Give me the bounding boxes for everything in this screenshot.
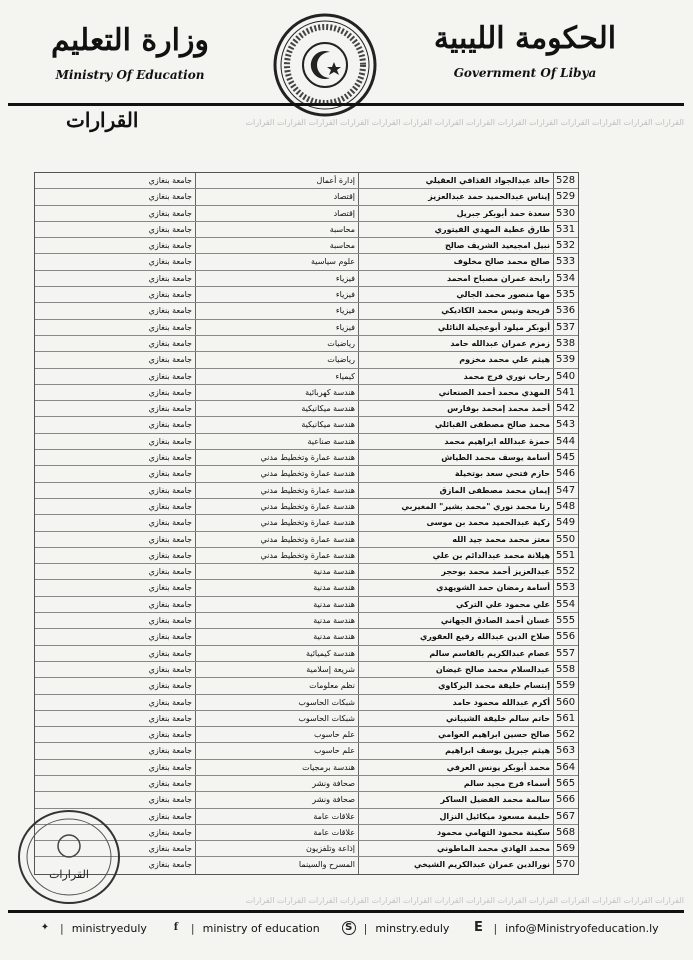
university-cell: جامعة بنغازي: [148, 583, 192, 593]
table-row: [35, 450, 578, 466]
number-cell: 539: [553, 352, 578, 367]
table-row: [35, 727, 578, 743]
department-cell: علاقات عامة: [195, 809, 358, 824]
government-header: [430, 20, 620, 80]
department-cell: هندسة عمارة وتخطيط مدني: [195, 483, 358, 498]
name-cell: عصام عبدالكريم بالقاسم سالم: [358, 646, 553, 661]
skype-icon: S: [342, 921, 356, 935]
number-cell: 554: [553, 597, 578, 612]
number-cell: 529: [553, 189, 578, 204]
table-row: [35, 564, 578, 580]
name-cell: إبتسام خليفة محمد البركاوي: [358, 678, 553, 693]
department-cell: صحافة ونشر: [195, 792, 358, 807]
university-cell: جامعة بنغازي: [148, 453, 192, 463]
footer-watermark: القرارات القرارات القرارات القرارات القرارات القرارات القرارات القرارات القرارات القرارات القرارات القرارات القرارات القرارات: [245, 896, 684, 905]
name-cell: أكرم عبدالله محمود حامد: [358, 695, 553, 710]
number-cell: 566: [553, 792, 578, 807]
table-row: [35, 385, 578, 401]
department-cell: هندسة ميكانيكية: [195, 401, 358, 416]
university-cell: جامعة بنغازي: [148, 469, 192, 479]
number-cell: 553: [553, 580, 578, 595]
table-row: [35, 613, 578, 629]
number-cell: 569: [553, 841, 578, 856]
ministry-stamp-icon: [16, 808, 122, 906]
government-title-en: Government Of Libya: [453, 66, 597, 80]
name-cell: إيناس عبدالحميد حمد عبدالعزيز: [358, 189, 553, 204]
university-cell: جامعة بنغازي: [148, 257, 192, 267]
university-cell: جامعة بنغازي: [148, 338, 192, 348]
number-cell: 543: [553, 417, 578, 432]
number-cell: 550: [553, 532, 578, 547]
department-cell: هندسة كهربائية: [195, 385, 358, 400]
table-row: [35, 222, 578, 238]
department-cell: هندسة صناعية: [195, 434, 358, 449]
footer-separator: |: [493, 921, 498, 935]
department-cell: إقتصاد: [195, 206, 358, 221]
number-cell: 568: [553, 825, 578, 840]
university-cell: جامعة بنغازي: [148, 436, 192, 446]
department-cell: رياضيات: [195, 352, 358, 367]
name-cell: حاتم سالم خليفة الشيباني: [358, 711, 553, 726]
university-cell: جامعة بنغازي: [148, 371, 192, 381]
facebook-handle[interactable]: ministry of education: [202, 921, 320, 935]
university-cell: جامعة بنغازي: [148, 827, 192, 837]
university-cell: جامعة بنغازي: [148, 273, 192, 283]
department-cell: هندسة عمارة وتخطيط مدني: [195, 548, 358, 563]
name-cell: محمد صالح مصطفى القبائلي: [358, 417, 553, 432]
university-cell: جامعة بنغازي: [148, 567, 192, 577]
name-cell: سعدة حمد أبوبكر جبريل: [358, 206, 553, 221]
department-cell: كيمياء: [195, 369, 358, 384]
name-cell: زمزم عمران عبدالله حامد: [358, 336, 553, 351]
skype-handle[interactable]: minstry.eduly: [375, 921, 450, 935]
name-cell: حمزة عبدالله ابراهيم محمد: [358, 434, 553, 449]
name-cell: أبوبكر ميلود أبوعجيلة النائلي: [358, 320, 553, 335]
name-cell: فريحة ونيس محمد الكاديكي: [358, 303, 553, 318]
stamp-label: القرارات: [49, 868, 89, 881]
table-row: [35, 320, 578, 336]
name-cell: هيلانة محمد عبدالدائم بن علي: [358, 548, 553, 563]
name-cell: غسان أحمد الصادق الجهاني: [358, 613, 553, 628]
name-cell: زكية عبدالحميد محمد بن موسى: [358, 515, 553, 530]
name-cell: خالد عبدالجواد القذافي العقيلي: [358, 173, 553, 188]
table-row: [35, 417, 578, 433]
number-cell: 537: [553, 320, 578, 335]
table-row: [35, 548, 578, 564]
table-row: [35, 646, 578, 662]
number-cell: 542: [553, 401, 578, 416]
university-cell: جامعة بنغازي: [148, 664, 192, 674]
department-cell: شبكات الحاسوب: [195, 711, 358, 726]
table-row: [35, 580, 578, 596]
department-cell: هندسة مدنية: [195, 629, 358, 644]
department-cell: هندسة مدنية: [195, 597, 358, 612]
name-cell: محمد الهادي محمد الماطوني: [358, 841, 553, 856]
number-cell: 540: [553, 369, 578, 384]
name-cell: نبيل امجيعيد الشريف صالح: [358, 238, 553, 253]
table-row: [35, 206, 578, 222]
university-cell: جامعة بنغازي: [148, 241, 192, 251]
name-cell: حازم فتحي سعد بوتخيلة: [358, 466, 553, 481]
number-cell: 536: [553, 303, 578, 318]
table-row: [35, 173, 578, 189]
name-cell: علي محمود علي التركي: [358, 597, 553, 612]
name-cell: رابحة عمران مصباح امحمد: [358, 271, 553, 286]
university-cell: جامعة بنغازي: [148, 518, 192, 528]
name-cell: حليمة مسعود ميكائيل النزال: [358, 809, 553, 824]
name-cell: أسماء فرج مجيد سالم: [358, 776, 553, 791]
table-row: [35, 401, 578, 417]
table-row: [35, 792, 578, 808]
university-cell: جامعة بنغازي: [148, 501, 192, 511]
university-cell: جامعة بنغازي: [148, 795, 192, 805]
department-cell: فيزياء: [195, 320, 358, 335]
department-cell: شبكات الحاسوب: [195, 695, 358, 710]
number-cell: 559: [553, 678, 578, 693]
header-divider: [8, 103, 684, 106]
department-cell: فيزياء: [195, 287, 358, 302]
table-row: [35, 352, 578, 368]
university-cell: جامعة بنغازي: [148, 616, 192, 626]
table-row: [35, 434, 578, 450]
government-title-ar: الحكومة الليبية: [433, 21, 617, 56]
university-cell: جامعة بنغازي: [148, 322, 192, 332]
footer-separator: |: [363, 921, 368, 935]
department-cell: فيزياء: [195, 271, 358, 286]
department-cell: شريعة إسلامية: [195, 662, 358, 677]
number-cell: 560: [553, 695, 578, 710]
number-cell: 545: [553, 450, 578, 465]
university-cell: جامعة بنغازي: [148, 404, 192, 414]
table-row: [35, 629, 578, 645]
department-cell: هندسة مدنية: [195, 613, 358, 628]
table-row: [35, 515, 578, 531]
name-cell: هيثم جبريل يوسف ابراهيم: [358, 743, 553, 758]
department-cell: هندسة ميكانيكية: [195, 417, 358, 432]
university-cell: جامعة بنغازي: [148, 599, 192, 609]
university-cell: جامعة بنغازي: [148, 387, 192, 397]
number-cell: 549: [553, 515, 578, 530]
number-cell: 556: [553, 629, 578, 644]
number-cell: 535: [553, 287, 578, 302]
name-cell: سكينة محمود التهامي محمود: [358, 825, 553, 840]
name-cell: مها منصور محمد الجالي: [358, 287, 553, 302]
department-cell: رياضيات: [195, 336, 358, 351]
name-cell: رحاب نوري فرج محمد: [358, 369, 553, 384]
name-cell: عبدالسلام محمد صالح غيضان: [358, 662, 553, 677]
number-cell: 567: [553, 809, 578, 824]
university-cell: جامعة بنغازي: [148, 713, 192, 723]
number-cell: 528: [553, 173, 578, 188]
table-row: [35, 678, 578, 694]
university-cell: جامعة بنغازي: [148, 355, 192, 365]
number-cell: 555: [553, 613, 578, 628]
department-cell: صحافة ونشر: [195, 776, 358, 791]
university-cell: جامعة بنغازي: [148, 811, 192, 821]
number-cell: 538: [553, 336, 578, 351]
table-row: [35, 483, 578, 499]
department-cell: نظم معلومات: [195, 678, 358, 693]
name-cell: محمد أبوبكر يونس العرفي: [358, 760, 553, 775]
name-cell: صالح محمد صالح مخلوف: [358, 254, 553, 269]
university-cell: جامعة بنغازي: [148, 224, 192, 234]
number-cell: 551: [553, 548, 578, 563]
department-cell: المسرح والسينما: [195, 857, 358, 873]
number-cell: 530: [553, 206, 578, 221]
ministry-header: [40, 22, 220, 82]
header-watermark: القرارات القرارات القرارات القرارات القرارات القرارات القرارات القرارات القرارات القرارات القرارات القرارات القرارات القرارات: [245, 118, 684, 127]
department-cell: علم حاسوب: [195, 727, 358, 742]
university-cell: جامعة بنغازي: [148, 746, 192, 756]
number-cell: 563: [553, 743, 578, 758]
department-cell: هندسة عمارة وتخطيط مدني: [195, 499, 358, 514]
university-cell: جامعة بنغازي: [148, 208, 192, 218]
department-cell: هندسة برمجيات: [195, 760, 358, 775]
university-cell: جامعة بنغازي: [148, 485, 192, 495]
table-row: [35, 597, 578, 613]
university-cell: جامعة بنغازي: [148, 420, 192, 430]
department-cell: محاسبة: [195, 238, 358, 253]
email-address[interactable]: info@Ministryofeducation.ly: [505, 921, 659, 935]
university-cell: جامعة بنغازي: [148, 860, 192, 870]
ministry-title-en: Ministry Of Education: [55, 68, 205, 82]
department-cell: إقتصاد: [195, 189, 358, 204]
number-cell: 532: [553, 238, 578, 253]
table-row: [35, 303, 578, 319]
number-cell: 565: [553, 776, 578, 791]
department-cell: هندسة مدنية: [195, 580, 358, 595]
name-cell: إيمان محمد مصطفى المازق: [358, 483, 553, 498]
name-cell: عبدالعزيز أحمد محمد بوحجر: [358, 564, 553, 579]
table-row: [35, 336, 578, 352]
department-cell: هندسة مدنية: [195, 564, 358, 579]
name-cell: أسامة يوسف محمد الطياش: [358, 450, 553, 465]
ministry-title-ar: وزارة التعليم: [51, 23, 209, 58]
university-cell: جامعة بنغازي: [148, 306, 192, 316]
department-cell: هندسة كيميائية: [195, 646, 358, 661]
department-cell: علوم سياسية: [195, 254, 358, 269]
department-cell: هندسة عمارة وتخطيط مدني: [195, 450, 358, 465]
university-cell: جامعة بنغازي: [148, 762, 192, 772]
twitter-handle[interactable]: ministryeduly: [71, 921, 147, 935]
department-cell: هندسة عمارة وتخطيط مدني: [195, 466, 358, 481]
university-cell: جامعة بنغازي: [148, 697, 192, 707]
name-cell: طارق عطية المهدي الفيتوري: [358, 222, 553, 237]
table-row: [35, 238, 578, 254]
decisions-title: القرارات: [66, 108, 139, 132]
university-cell: جامعة بنغازي: [148, 290, 192, 300]
name-cell: صالح حسين ابراهيم العوامي: [358, 727, 553, 742]
number-cell: 546: [553, 466, 578, 481]
number-cell: 552: [553, 564, 578, 579]
table-row: [35, 499, 578, 515]
name-cell: أحمد محمد إمحمد بوفارس: [358, 401, 553, 416]
table-row: [35, 466, 578, 482]
footer-separator: |: [190, 921, 195, 935]
department-cell: إدارة أعمال: [195, 173, 358, 188]
footer-divider: [8, 910, 684, 913]
number-cell: 541: [553, 385, 578, 400]
number-cell: 544: [553, 434, 578, 449]
twitter-icon: ✦: [40, 922, 50, 933]
table-row: [35, 776, 578, 792]
table-row: [35, 662, 578, 678]
name-cell: معتز محمد محمد جيد الله: [358, 532, 553, 547]
name-cell: نورالدين عمران عبدالكريم الشيخي: [358, 857, 553, 873]
university-cell: جامعة بنغازي: [148, 176, 192, 185]
university-cell: جامعة بنغازي: [148, 844, 192, 854]
table-row: [35, 254, 578, 270]
footer-separator: |: [60, 921, 64, 935]
table-row: [35, 760, 578, 776]
university-cell: جامعة بنغازي: [148, 550, 192, 560]
university-cell: جامعة بنغازي: [148, 534, 192, 544]
footer-contacts: [38, 921, 678, 935]
table-row: [35, 287, 578, 303]
department-cell: فيزياء: [195, 303, 358, 318]
number-cell: 562: [553, 727, 578, 742]
university-cell: جامعة بنغازي: [148, 778, 192, 788]
university-cell: جامعة بنغازي: [148, 648, 192, 658]
department-cell: علم حاسوب: [195, 743, 358, 758]
name-cell: سالمة محمد الفضيل الساكر: [358, 792, 553, 807]
table-row: [35, 743, 578, 759]
name-cell: المهدي محمد أحمد الصنعاني: [358, 385, 553, 400]
number-cell: 547: [553, 483, 578, 498]
university-cell: جامعة بنغازي: [148, 632, 192, 642]
number-cell: 548: [553, 499, 578, 514]
department-cell: هندسة عمارة وتخطيط مدني: [195, 532, 358, 547]
facebook-icon: f: [173, 922, 179, 933]
university-cell: جامعة بنغازي: [148, 730, 192, 740]
department-cell: إذاعة وتلفزيون: [195, 841, 358, 856]
name-cell: هيثم علي محمد مخزوم: [358, 352, 553, 367]
table-row: [35, 189, 578, 205]
department-cell: هندسة عمارة وتخطيط مدني: [195, 515, 358, 530]
number-cell: 534: [553, 271, 578, 286]
department-cell: علاقات عامة: [195, 825, 358, 840]
name-cell: صلاح الدين عبدالله رفيع العقوري: [358, 629, 553, 644]
table-row: [35, 271, 578, 287]
number-cell: 557: [553, 646, 578, 661]
number-cell: 558: [553, 662, 578, 677]
name-cell: أسامة رمضان حمد الشويهدي: [358, 580, 553, 595]
university-cell: جامعة بنغازي: [148, 192, 192, 202]
name-cell: رنا محمد نوري "محمد بشير" المغيربي: [358, 499, 553, 514]
decisions-table: [34, 172, 579, 875]
table-row: [35, 369, 578, 385]
email-icon: E: [473, 920, 483, 935]
table-row: [35, 711, 578, 727]
table-row: [35, 695, 578, 711]
department-cell: محاسبة: [195, 222, 358, 237]
number-cell: 531: [553, 222, 578, 237]
university-cell: جامعة بنغازي: [148, 681, 192, 691]
number-cell: 561: [553, 711, 578, 726]
table-row: [35, 532, 578, 548]
number-cell: 564: [553, 760, 578, 775]
number-cell: 533: [553, 254, 578, 269]
number-cell: 570: [553, 857, 578, 873]
